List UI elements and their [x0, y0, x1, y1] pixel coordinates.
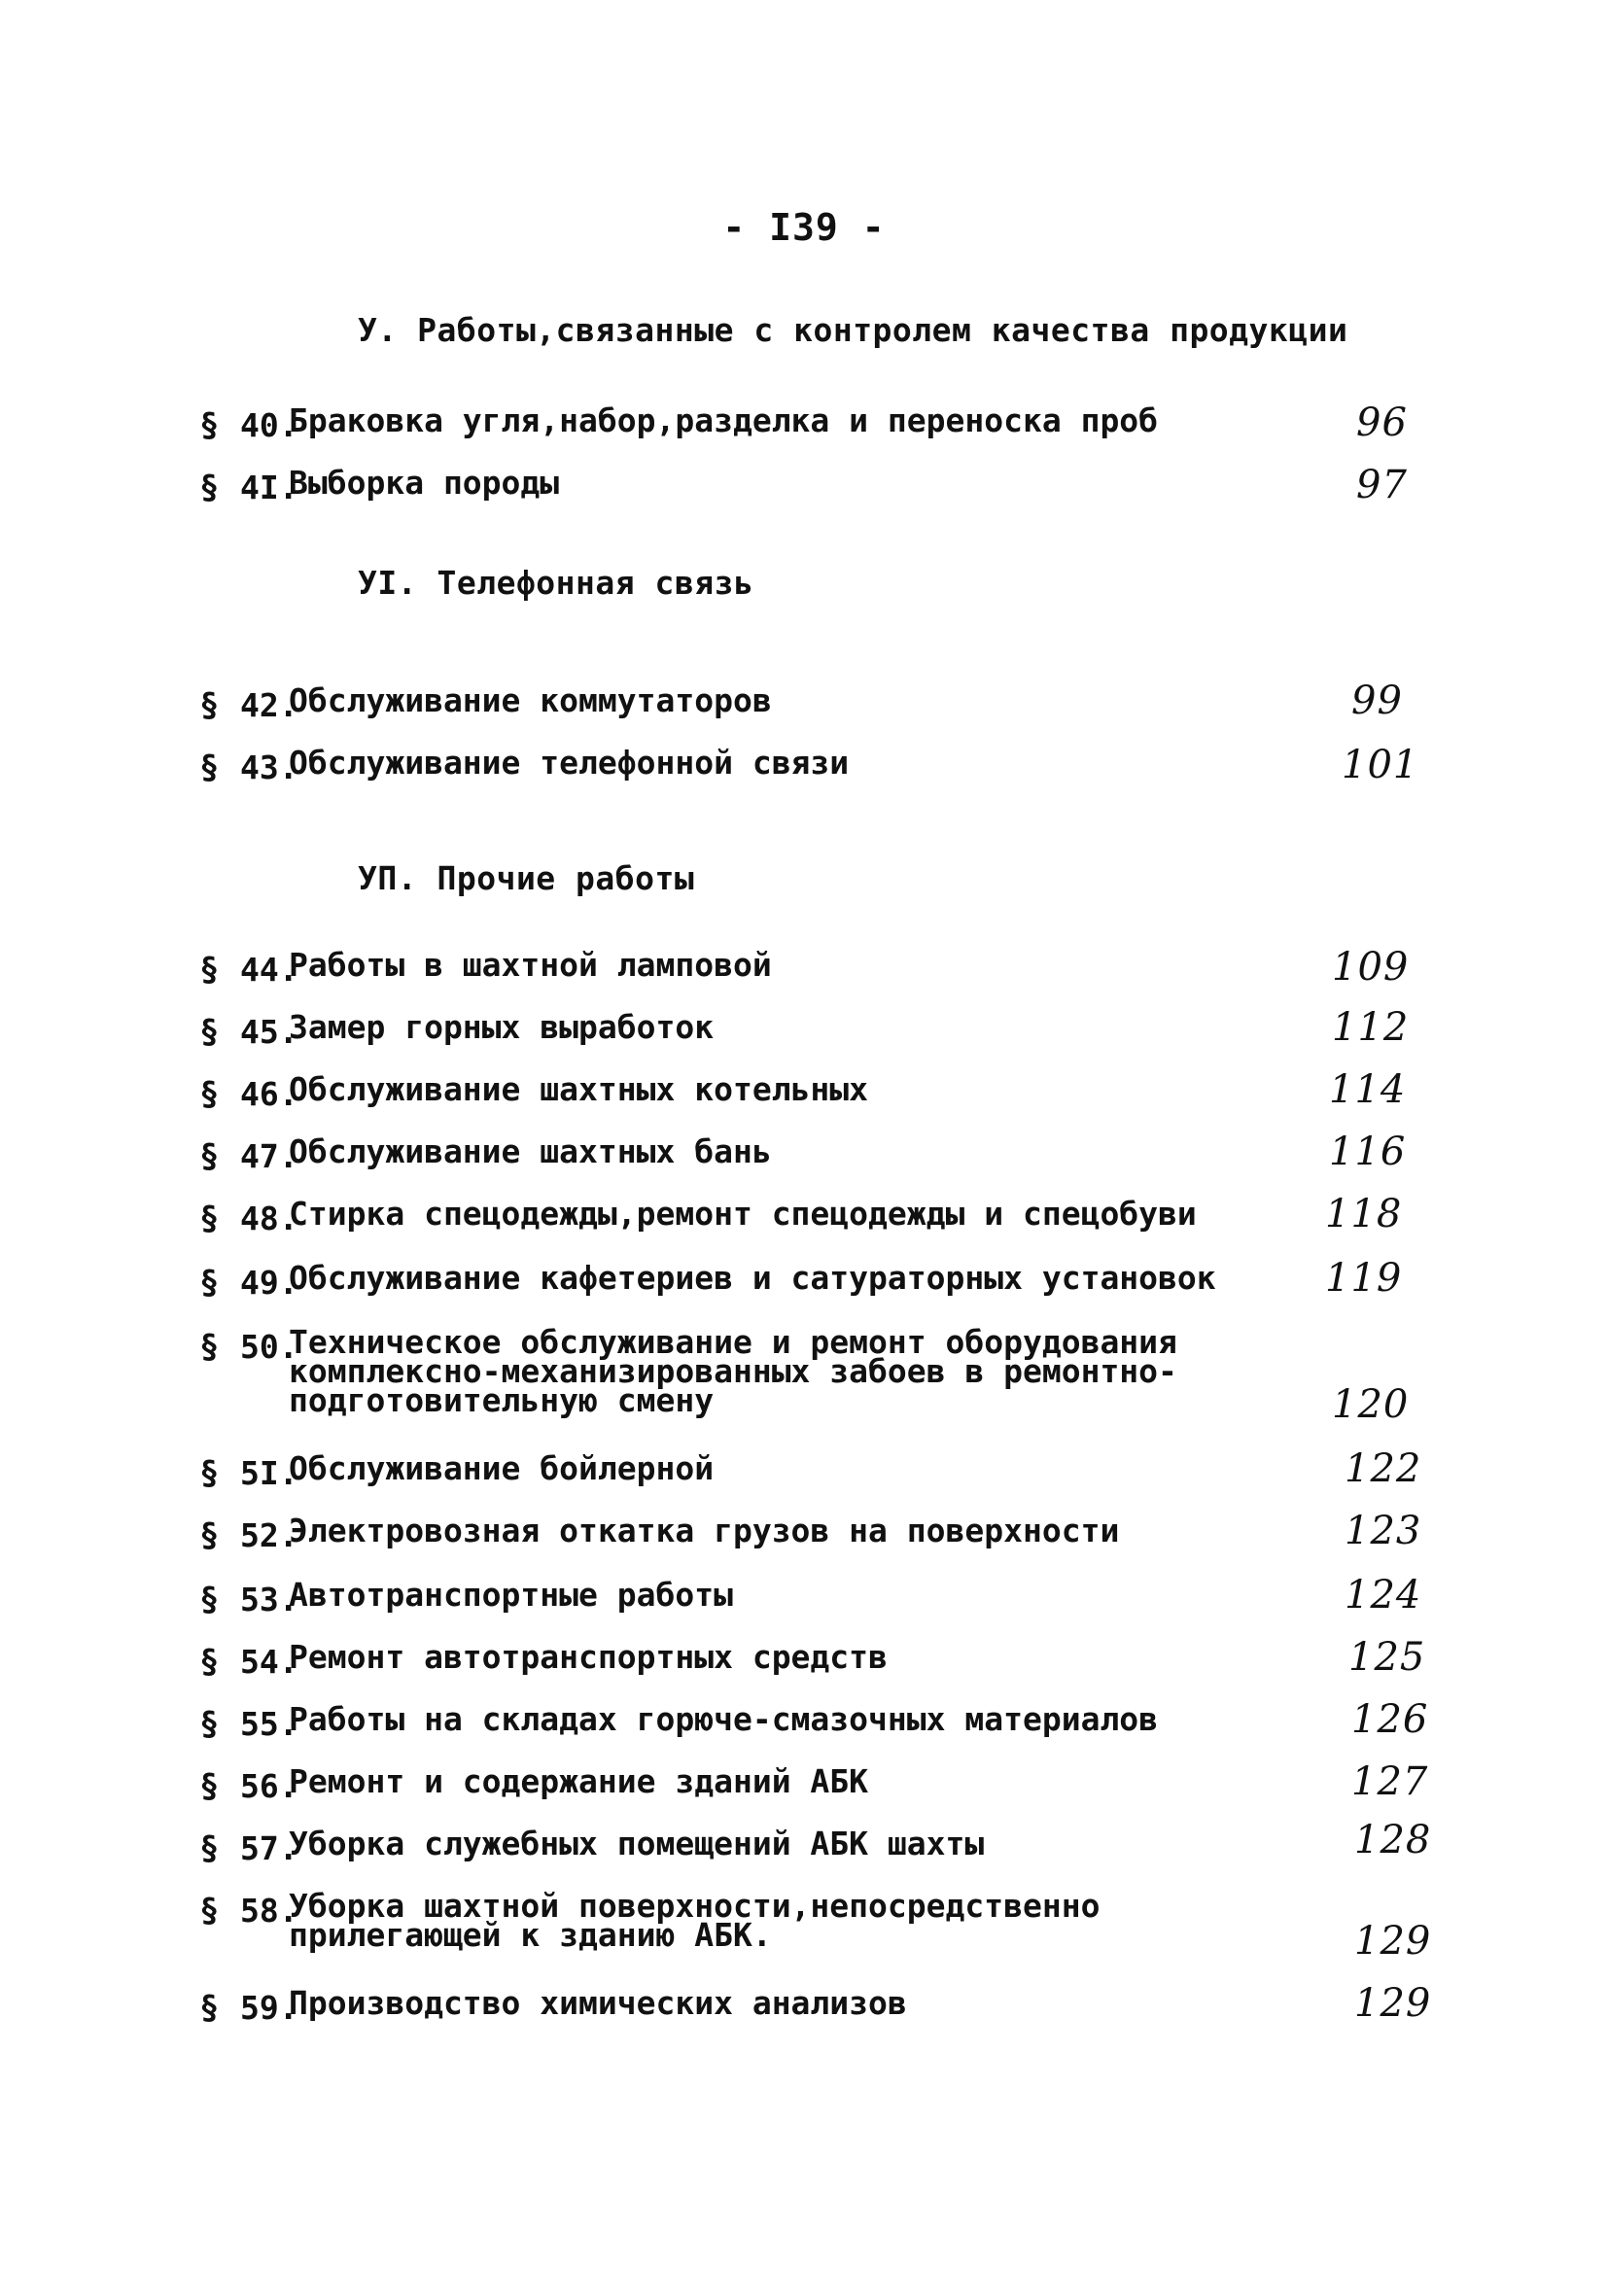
section-sign: § [199, 1200, 220, 1238]
section-sign: § [199, 1075, 220, 1114]
entry-page: 97 [1356, 463, 1408, 507]
entry-title: Обслуживание бойлерной [289, 1449, 715, 1487]
entry-title: Обслуживание телефонной связи [289, 744, 850, 782]
section-sign: § [199, 1643, 220, 1682]
section-sign: § [199, 1705, 220, 1744]
entry-number: 5I. [240, 1454, 298, 1492]
entry-title: Замер горных выработок [289, 1008, 715, 1046]
entry-number: 56. [240, 1767, 298, 1805]
entry-title: Обслуживание шахтных бань [289, 1132, 772, 1170]
entry-title: Техническое обслуживание и ремонт оборудования комплексно-механизированных забоев в ремонтно- подготовительную смену [289, 1323, 1177, 1419]
section-sign: § [199, 951, 220, 990]
entry-page: 128 [1354, 1818, 1432, 1862]
entry-number: 46. [240, 1075, 298, 1113]
entry-number: 52. [240, 1516, 298, 1554]
section-sign: § [199, 469, 220, 507]
entry-page: 118 [1325, 1192, 1403, 1236]
entry-title: Обслуживание кафетериев и сатураторных установок [289, 1259, 1216, 1297]
section-sign: § [199, 406, 220, 445]
entry-number: 50. [240, 1328, 298, 1366]
section-sign: § [199, 1989, 220, 2028]
entry-title: Выборка породы [289, 464, 560, 502]
entry-page: 96 [1356, 400, 1408, 445]
section-sign: § [199, 1454, 220, 1493]
section-sign: § [199, 1137, 220, 1176]
entry-page: 119 [1325, 1256, 1403, 1301]
entry-number: 43. [240, 748, 298, 786]
entry-number: 49. [240, 1264, 298, 1302]
entry-page: 122 [1345, 1446, 1422, 1491]
entry-title: Уборка служебных помещений АБК шахты [289, 1825, 985, 1862]
entry-page: 127 [1351, 1759, 1429, 1804]
entry-page: 120 [1332, 1382, 1410, 1427]
section-title-6: УI. Телефонная связь [358, 564, 754, 602]
entry-number: 58. [240, 1892, 298, 1930]
entry-title: Ремонт автотранспортных средств [289, 1638, 888, 1676]
entry-number: 55. [240, 1705, 298, 1743]
entry-title: Электровозная откатка грузов на поверхности [289, 1512, 1120, 1549]
entry-number: 59. [240, 1989, 298, 2027]
entry-number: 44. [240, 951, 298, 989]
section-sign: § [199, 1328, 220, 1367]
entry-page: 129 [1354, 1981, 1432, 2026]
entry-number: 53. [240, 1581, 298, 1618]
entry-title: Обслуживание шахтных котельных [289, 1070, 869, 1108]
entry-title: Работы в шахтной ламповой [289, 946, 772, 984]
entry-page: 99 [1351, 678, 1403, 723]
section-sign: § [199, 1581, 220, 1619]
section-sign: § [199, 748, 220, 787]
entry-title: Обслуживание коммутаторов [289, 681, 772, 719]
entry-title: Ремонт и содержание зданий АБК [289, 1762, 869, 1800]
entry-page: 125 [1348, 1635, 1426, 1680]
entry-page: 116 [1329, 1130, 1407, 1174]
entry-page: 109 [1332, 945, 1410, 990]
entry-number: 57. [240, 1829, 298, 1867]
entry-title: Уборка шахтной поверхности,непосредственно прилегающей к зданию АБК. [289, 1887, 1101, 1954]
entry-title: Браковка угля,набор,разделка и переноска проб [289, 401, 1159, 439]
entry-page: 101 [1342, 743, 1419, 787]
section-sign: § [199, 1013, 220, 1052]
section-sign: § [199, 1767, 220, 1806]
entry-title: Автотранспортные работы [289, 1576, 733, 1614]
entry-page: 114 [1329, 1067, 1407, 1112]
section-sign: § [199, 1829, 220, 1868]
entry-number: 54. [240, 1643, 298, 1681]
section-sign: § [199, 1264, 220, 1303]
entry-page: 129 [1354, 1919, 1432, 1964]
section-sign: § [199, 686, 220, 725]
entry-number: 40. [240, 406, 298, 444]
section-title-5: У. Работы,связанные с контролем качества продукции [358, 311, 1348, 349]
entry-number: 45. [240, 1013, 298, 1051]
entry-page: 112 [1332, 1005, 1410, 1050]
section-title-7: УП. Прочие работы [358, 859, 695, 897]
page-number: - I39 - [722, 206, 886, 249]
entry-title: Работы на складах горюче-смазочных материалов [289, 1700, 1159, 1738]
entry-page: 123 [1345, 1509, 1422, 1553]
section-sign: § [199, 1516, 220, 1555]
entry-page: 126 [1351, 1697, 1429, 1742]
entry-number: 48. [240, 1200, 298, 1237]
entry-number: 47. [240, 1137, 298, 1175]
entry-page: 124 [1345, 1573, 1422, 1618]
entry-number: 42. [240, 686, 298, 724]
entry-number: 4I. [240, 469, 298, 506]
entry-title: Стирка спецодежды,ремонт спецодежды и спецобуви [289, 1195, 1197, 1233]
section-sign: § [199, 1892, 220, 1931]
entry-title: Производство химических анализов [289, 1984, 907, 2022]
